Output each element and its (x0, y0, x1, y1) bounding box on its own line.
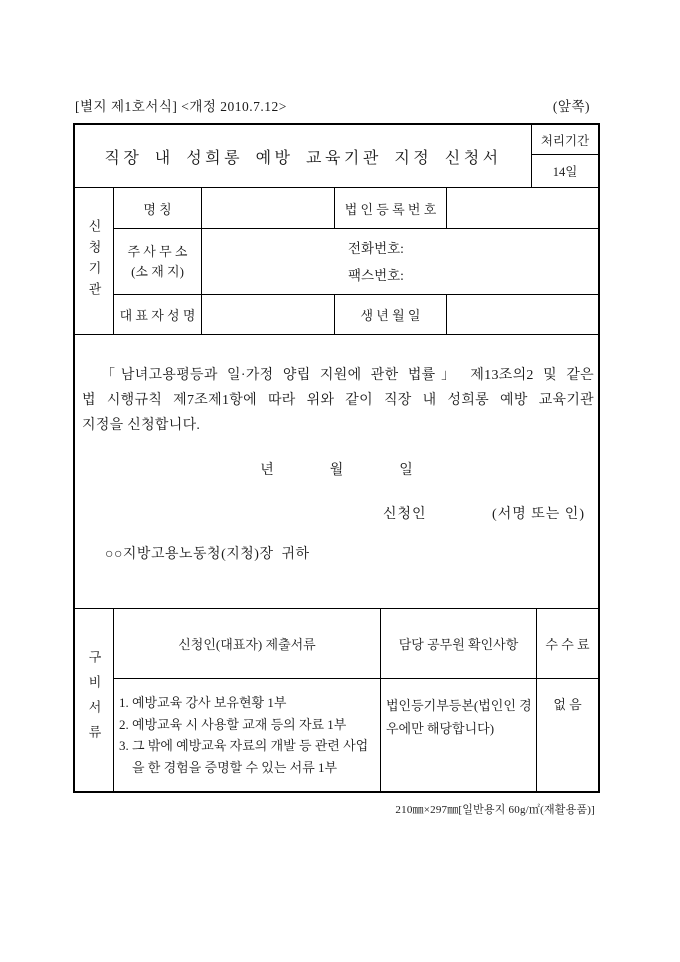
submit-docs-list (114, 679, 381, 791)
main-office-label-line2: (소 재 지) (131, 263, 184, 279)
applicant-rows (114, 188, 598, 334)
declaration-paragraph (82, 363, 594, 438)
applicant-section-label: 신청기관 (86, 219, 102, 303)
front-side-label: (앞쪽) (552, 99, 590, 114)
applicant-signature-label: 신청인 (383, 507, 427, 522)
required-documents-content-row (114, 678, 598, 791)
application-form-table (73, 123, 600, 793)
applicant-section (75, 187, 598, 334)
recipient-line: ○○지방고용노동청(지청)장 귀하 (105, 547, 310, 562)
main-office-field (202, 229, 598, 294)
form-number-revision-label: [별지 제1호서식] <개정 2010.7.12> (75, 99, 287, 114)
submit-docs-column-header: 신청인(대표자) 제출서류 (114, 609, 381, 678)
declaration-line-1: 「남녀고용평등과 일·가정 양립 지원에 관한 법률」 제13조의2 및 같은 (101, 368, 594, 383)
declaration-section (75, 334, 598, 608)
official-confirm-column-header: 담당 공무원 확인사항 (381, 609, 537, 678)
declaration-line-2: 법 시행규칙 제7조제1항에 따라 위와 같이 직장 내 성희롱 예방 교육기관 (82, 393, 594, 408)
main-office-row (114, 228, 598, 294)
declaration-line-3: 지정을 신청합니다. (82, 418, 201, 433)
fee-value: 없 음 (553, 697, 582, 712)
required-documents-rows (114, 609, 598, 791)
date-line (75, 459, 598, 479)
form-title: 직장 내 성희롱 예방 교육기관 지정 신청서 (104, 149, 502, 167)
birth-date-label: 생 년 월 일 (335, 295, 447, 334)
date-month-label: 월 (329, 463, 344, 478)
required-documents-label-cell (75, 609, 114, 791)
required-documents-section (75, 608, 598, 791)
submit-doc-item-3: 3. 그 밖에 예방교육 자료의 개발 등 관련 사업 (119, 738, 369, 753)
processing-period-column (531, 125, 598, 187)
main-office-label-line1: 주 사 무 소 (127, 243, 188, 259)
date-year-label: 년 (260, 463, 274, 478)
phone-label: 전화번호: (348, 240, 404, 256)
applicant-name-row (114, 188, 598, 228)
paper-spec-footer: 210㎜×297㎜[일반용지 60g/㎡(재활용품)] (395, 804, 595, 816)
representative-name-field (202, 295, 335, 334)
date-day-label: 일 (399, 463, 413, 478)
corp-reg-no-field (447, 188, 598, 228)
birth-date-field (447, 295, 598, 334)
applicant-section-label-cell (75, 188, 114, 334)
required-documents-header-row (114, 609, 598, 678)
corp-reg-no-label: 법 인 등 록 번 호 (335, 188, 447, 228)
required-documents-label: 구비서류 (86, 650, 102, 750)
submit-doc-item-1: 1. 예방교육 강사 보유현황 1부 (119, 695, 287, 710)
official-confirm-text: 법인등기부등본(법인인 경우에만 해당합니다) (381, 679, 537, 791)
representative-name-label: 대 표 자 성 명 (114, 295, 202, 334)
fax-label: 팩스번호: (348, 267, 404, 283)
submit-doc-item-2: 2. 예방교육 시 사용할 교재 등의 자료 1부 (119, 716, 347, 732)
signature-or-seal-note: (서명 또는 인) (492, 507, 585, 522)
representative-row (114, 294, 598, 334)
document-header (75, 95, 590, 115)
fee-column-header: 수 수 료 (545, 637, 590, 652)
institution-name-field (202, 188, 335, 228)
title-row (75, 125, 598, 187)
main-office-label (114, 229, 202, 294)
processing-period-value: 14일 (552, 165, 578, 179)
submit-doc-item-3-continued: 을 한 경험을 증명할 수 있는 서류 1부 (132, 759, 338, 775)
institution-name-label: 명 칭 (114, 188, 202, 228)
processing-period-label: 처리기간 (532, 125, 598, 155)
